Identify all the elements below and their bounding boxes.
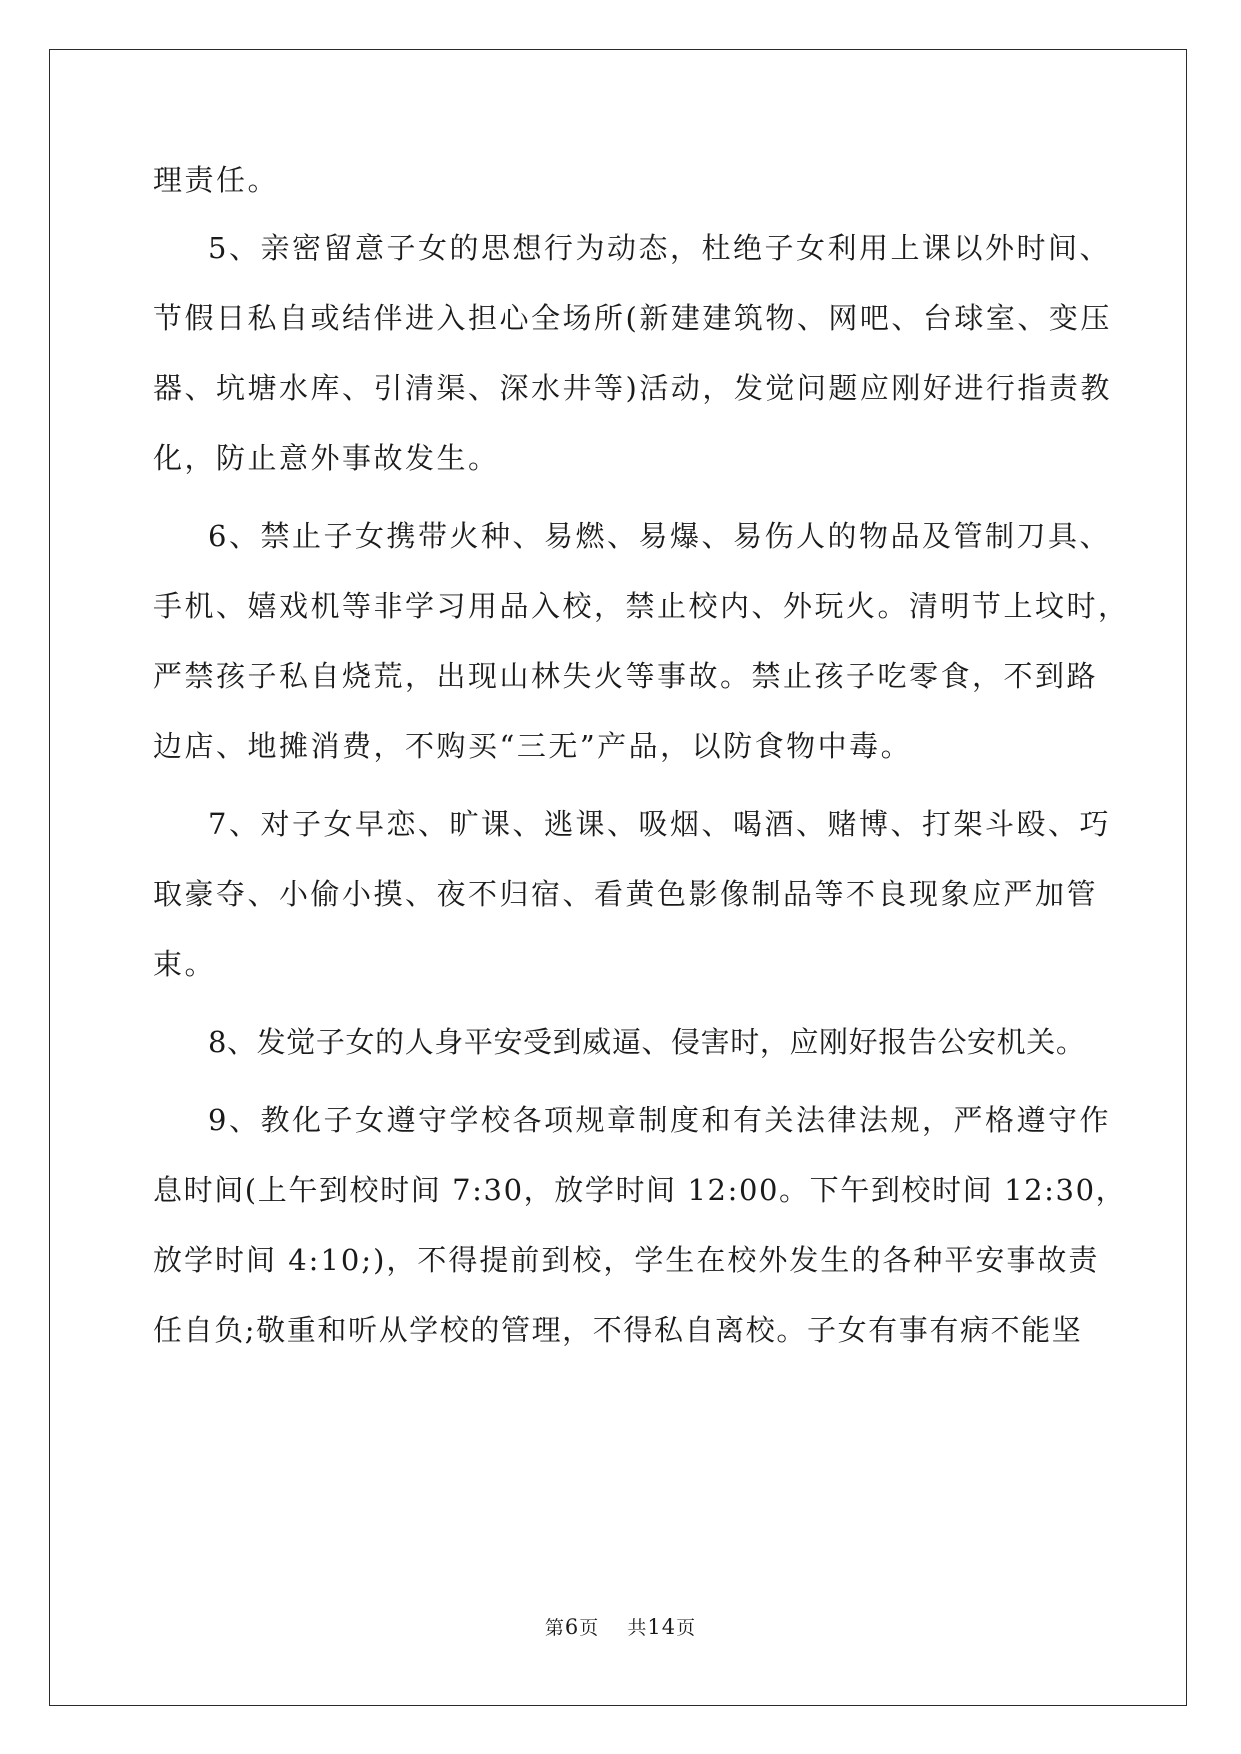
- text-line: 取豪夺、小偷小摸、夜不归宿、看黄色影像制品等不良现象应严加管: [153, 877, 1099, 911]
- total-prefix: 共: [627, 1617, 648, 1639]
- page-suffix: 页: [579, 1617, 600, 1639]
- page-number: 6: [564, 1615, 580, 1639]
- total-suffix: 页: [676, 1617, 697, 1639]
- text-line: 边店、地摊消费，不购买“三无”产品，以防食物中毒。: [153, 729, 913, 763]
- text-line: 器、坑塘水库、引清渠、深水井等)活动，发觉问题应刚好进行指责教: [153, 371, 1112, 405]
- total-pages: 14: [647, 1615, 677, 1639]
- text-line: 化，防止意外事故发生。: [153, 441, 500, 475]
- paragraph-6-start: 6、禁止子女携带火种、易燃、易爆、易伤人的物品及管制刀具、: [208, 519, 1111, 553]
- text-line: 理责任。: [153, 163, 280, 197]
- text-line: 节假日私自或结伴进入担心全场所(新建建筑物、网吧、台球室、变压: [153, 301, 1112, 335]
- text-line: 束。: [153, 947, 217, 981]
- paragraph-5-start: 5、亲密留意子女的思想行为动态，杜绝子女利用上课以外时间、: [208, 231, 1111, 265]
- text-line: 严禁孩子私自烧荒，出现山林失火等事故。禁止孩子吃零食，不到路: [153, 659, 1099, 693]
- paragraph-7-start: 7、对子女早恋、旷课、逃课、吸烟、喝酒、赌博、打架斗殴、巧: [208, 807, 1111, 841]
- text-line: 放学时间 4:10;)，不得提前到校，学生在校外发生的各种平安事故责: [153, 1243, 1100, 1277]
- text-line: 手机、嬉戏机等非学习用品入校，禁止校内、外玩火。清明节上坟时，: [153, 589, 1130, 623]
- text-line: 任自负;敬重和听从学校的管理，不得私自离校。子女有事有病不能坚: [153, 1313, 1083, 1347]
- page-footer: [0, 1613, 1241, 1640]
- paragraph-8: 8、发觉子女的人身平安受到威逼、侵害时，应刚好报告公安机关。: [208, 1025, 1086, 1059]
- page-prefix: 第: [544, 1617, 565, 1639]
- paragraph-9-start: 9、教化子女遵守学校各项规章制度和有关法律法规，严格遵守作: [208, 1103, 1111, 1137]
- text-line: 息时间(上午到校时间 7:30，放学时间 12:00。下午到校时间 12:30，: [153, 1173, 1127, 1207]
